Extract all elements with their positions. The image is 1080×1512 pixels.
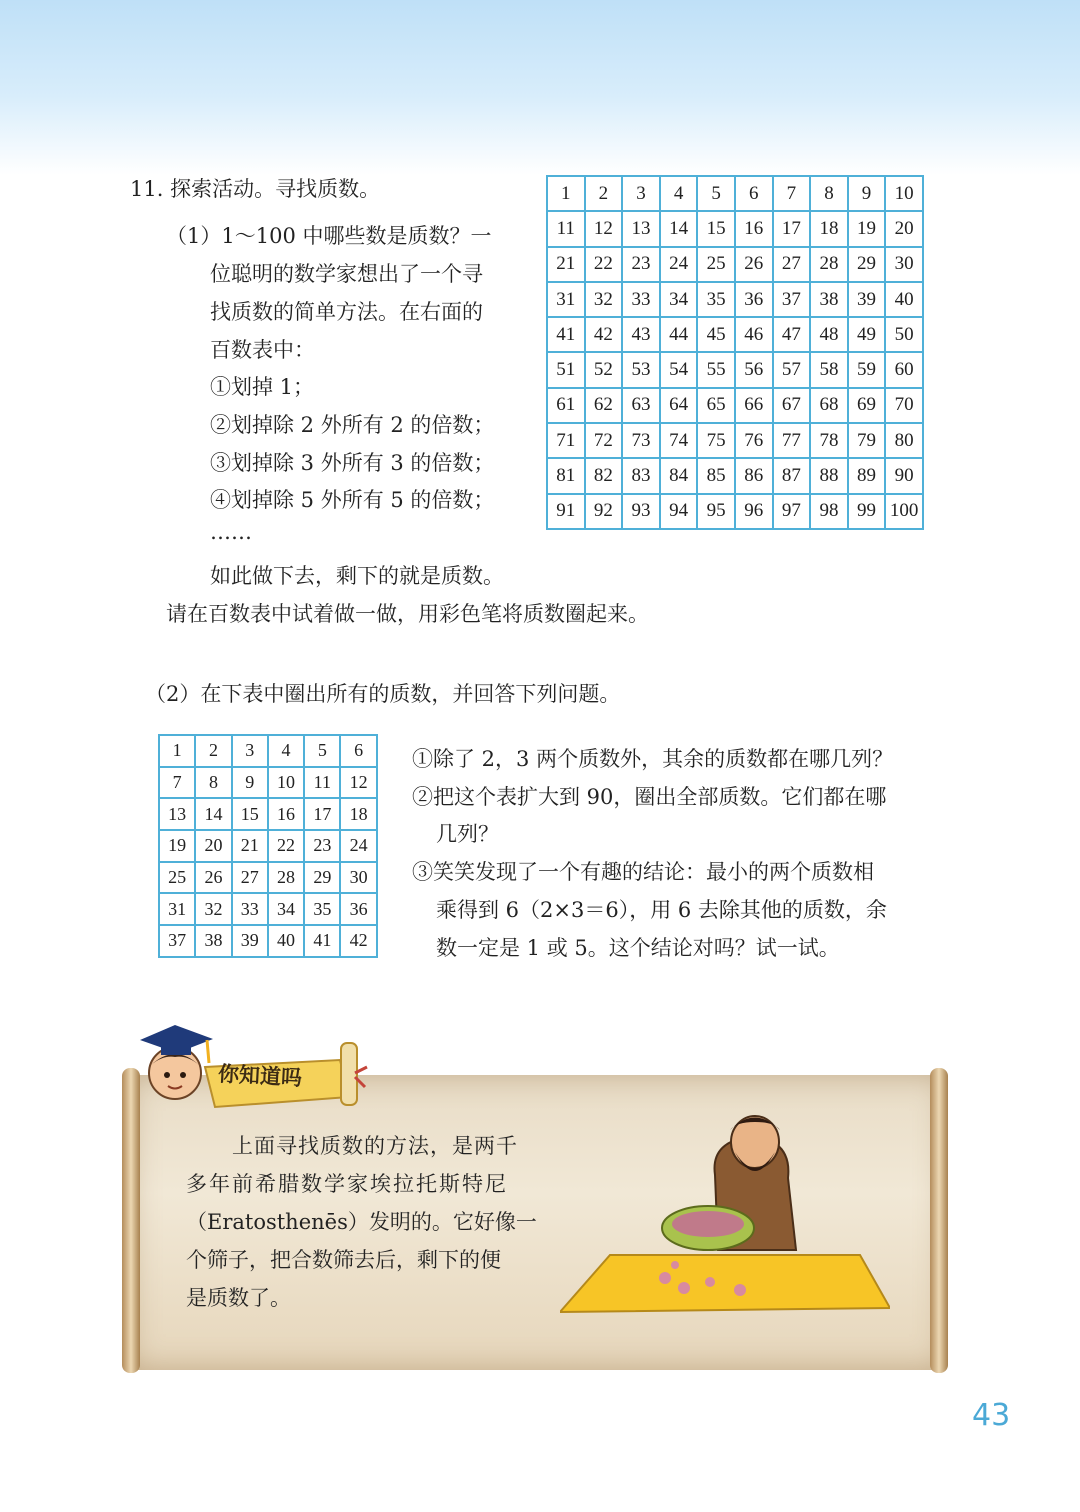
- table-cell: 25: [159, 862, 195, 894]
- hundred-table: [546, 175, 924, 530]
- table-row: [547, 352, 923, 387]
- table-cell: 3: [622, 176, 660, 211]
- table-row: [159, 893, 377, 925]
- table-cell: 5: [304, 735, 340, 767]
- table-cell: 88: [810, 458, 848, 493]
- table-cell: 6: [340, 735, 376, 767]
- table-cell: 48: [810, 317, 848, 352]
- table-cell: 44: [660, 317, 698, 352]
- table-cell: 84: [660, 458, 698, 493]
- table-cell: 17: [773, 211, 811, 246]
- table-cell: 30: [885, 247, 923, 282]
- part1-instruction: 请在百数表中试着做一做，用彩色笔将质数圈起来。: [166, 602, 649, 626]
- table-cell: 31: [159, 893, 195, 925]
- part1-line4: 百数表中：: [210, 338, 315, 362]
- step-4: ④划掉除 5 外所有 5 的倍数；: [210, 488, 495, 512]
- table-cell: 7: [773, 176, 811, 211]
- table-cell: 11: [547, 211, 585, 246]
- table-row: [547, 388, 923, 423]
- table-row: [159, 735, 377, 767]
- table-cell: 39: [848, 282, 886, 317]
- table-cell: 96: [735, 494, 773, 529]
- table-cell: 32: [585, 282, 623, 317]
- table-cell: 33: [232, 893, 268, 925]
- table-cell: 55: [697, 352, 735, 387]
- table-cell: 65: [697, 388, 735, 423]
- table-cell: 18: [340, 798, 376, 830]
- table-cell: 2: [195, 735, 231, 767]
- table-cell: 45: [697, 317, 735, 352]
- table-cell: 25: [697, 247, 735, 282]
- table-cell: 85: [697, 458, 735, 493]
- table-row: [547, 211, 923, 246]
- table-row: [547, 423, 923, 458]
- table-cell: 5: [697, 176, 735, 211]
- question-1: ①除了 2，3 两个质数外，其余的质数都在哪几列？: [412, 747, 894, 771]
- table-cell: 21: [547, 247, 585, 282]
- info-line1: 上面寻找质数的方法，是两千: [232, 1134, 518, 1158]
- table-cell: 62: [585, 388, 623, 423]
- step-1: ①划掉 1；: [210, 375, 315, 399]
- table-cell: 6: [735, 176, 773, 211]
- page-number: 43: [972, 1398, 1011, 1433]
- table-cell: 43: [622, 317, 660, 352]
- table-cell: 27: [232, 862, 268, 894]
- table-cell: 10: [885, 176, 923, 211]
- table-cell: 15: [697, 211, 735, 246]
- table-cell: 76: [735, 423, 773, 458]
- table-cell: 78: [810, 423, 848, 458]
- table-row: [547, 247, 923, 282]
- table-cell: 72: [585, 423, 623, 458]
- table-cell: 18: [810, 211, 848, 246]
- table-cell: 2: [585, 176, 623, 211]
- table-cell: 28: [268, 862, 304, 894]
- table-cell: 16: [735, 211, 773, 246]
- table-row: [547, 458, 923, 493]
- table-cell: 9: [848, 176, 886, 211]
- table-cell: 37: [773, 282, 811, 317]
- table-cell: 24: [340, 830, 376, 862]
- table-cell: 95: [697, 494, 735, 529]
- table-cell: 38: [810, 282, 848, 317]
- part1-conclusion: 如此做下去，剩下的就是质数。: [210, 564, 504, 588]
- exercise-title: 11. 探索活动。寻找质数。: [130, 177, 381, 201]
- table-cell: 40: [268, 925, 304, 957]
- header-sky-band: [0, 0, 1080, 175]
- table-cell: 19: [159, 830, 195, 862]
- table-cell: 12: [340, 767, 376, 799]
- table-cell: 47: [773, 317, 811, 352]
- eratosthenes-illustration: [560, 1100, 890, 1325]
- table-cell: 17: [304, 798, 340, 830]
- table-cell: 82: [585, 458, 623, 493]
- question-3-line3: 数一定是 1 或 5。这个结论对吗？试一试。: [436, 936, 840, 960]
- table-cell: 86: [735, 458, 773, 493]
- table-row: [547, 282, 923, 317]
- table-cell: 63: [622, 388, 660, 423]
- table-cell: 33: [622, 282, 660, 317]
- table-row: [547, 176, 923, 211]
- table-cell: 38: [195, 925, 231, 957]
- table-cell: 22: [268, 830, 304, 862]
- table-cell: 34: [268, 893, 304, 925]
- table-cell: 39: [232, 925, 268, 957]
- table-cell: 68: [810, 388, 848, 423]
- table-cell: 23: [304, 830, 340, 862]
- table-cell: 94: [660, 494, 698, 529]
- table-cell: 31: [547, 282, 585, 317]
- table-cell: 70: [885, 388, 923, 423]
- table-cell: 22: [585, 247, 623, 282]
- table-cell: 26: [195, 862, 231, 894]
- table-cell: 92: [585, 494, 623, 529]
- info-line4: 个筛子，把合数筛去后，剩下的便: [186, 1248, 501, 1272]
- table-cell: 20: [195, 830, 231, 862]
- step-2: ②划掉除 2 外所有 2 的倍数；: [210, 413, 495, 437]
- table-cell: 46: [735, 317, 773, 352]
- table-cell: 14: [195, 798, 231, 830]
- table-cell: 77: [773, 423, 811, 458]
- table-cell: 61: [547, 388, 585, 423]
- table-cell: 87: [773, 458, 811, 493]
- info-line5: 是质数了。: [186, 1286, 291, 1310]
- table-cell: 35: [304, 893, 340, 925]
- table-cell: 20: [885, 211, 923, 246]
- table-cell: 66: [735, 388, 773, 423]
- table-cell: 99: [848, 494, 886, 529]
- table-row: [159, 798, 377, 830]
- table-cell: 42: [585, 317, 623, 352]
- info-line2: 多年前希腊数学家埃拉托斯特尼: [186, 1172, 508, 1196]
- table-cell: 21: [232, 830, 268, 862]
- table-cell: 79: [848, 423, 886, 458]
- table-cell: 71: [547, 423, 585, 458]
- table-cell: 90: [885, 458, 923, 493]
- question-3-line2: 乘得到 6（2×3＝6），用 6 去除其他的质数，余: [436, 898, 887, 922]
- info-line3: （Eratosthenēs）发明的。它好像一: [186, 1210, 537, 1234]
- table-cell: 100: [885, 494, 923, 529]
- table-row: [547, 317, 923, 352]
- table-cell: 57: [773, 352, 811, 387]
- table-cell: 53: [622, 352, 660, 387]
- part1-line2: 位聪明的数学家想出了一个寻: [210, 262, 483, 286]
- step-3: ③划掉除 3 外所有 3 的倍数；: [210, 451, 495, 475]
- table-cell: 74: [660, 423, 698, 458]
- table-cell: 36: [340, 893, 376, 925]
- table-cell: 59: [848, 352, 886, 387]
- table-cell: 49: [848, 317, 886, 352]
- table-cell: 23: [622, 247, 660, 282]
- table-cell: 42: [340, 925, 376, 957]
- part1-line3: 找质数的简单方法。在右面的: [210, 300, 483, 324]
- question-2-line1: ②把这个表扩大到 90，圈出全部质数。它们都在哪: [412, 785, 887, 809]
- table-cell: 73: [622, 423, 660, 458]
- table-cell: 35: [697, 282, 735, 317]
- table-row: [159, 830, 377, 862]
- table-cell: 8: [195, 767, 231, 799]
- table-cell: 27: [773, 247, 811, 282]
- table-cell: 60: [885, 352, 923, 387]
- table-cell: 91: [547, 494, 585, 529]
- table-cell: 8: [810, 176, 848, 211]
- table-cell: 50: [885, 317, 923, 352]
- table-cell: 16: [268, 798, 304, 830]
- table-cell: 93: [622, 494, 660, 529]
- table-cell: 37: [159, 925, 195, 957]
- table-cell: 34: [660, 282, 698, 317]
- table-cell: 89: [848, 458, 886, 493]
- table-cell: 80: [885, 423, 923, 458]
- table-cell: 41: [547, 317, 585, 352]
- table-cell: 30: [340, 862, 376, 894]
- table-cell: 3: [232, 735, 268, 767]
- table-cell: 11: [304, 767, 340, 799]
- table-cell: 83: [622, 458, 660, 493]
- part2-prompt: （2）在下表中圈出所有的质数，并回答下列问题。: [145, 682, 621, 706]
- table-cell: 40: [885, 282, 923, 317]
- table-cell: 4: [268, 735, 304, 767]
- table-cell: 12: [585, 211, 623, 246]
- table-cell: 98: [810, 494, 848, 529]
- question-3-line1: ③笑笑发现了一个有趣的结论：最小的两个质数相: [412, 860, 874, 884]
- table-cell: 19: [848, 211, 886, 246]
- table-cell: 32: [195, 893, 231, 925]
- table-cell: 56: [735, 352, 773, 387]
- table-cell: 10: [268, 767, 304, 799]
- table-cell: 14: [660, 211, 698, 246]
- table-row: [547, 494, 923, 529]
- table-cell: 26: [735, 247, 773, 282]
- scroll-roll-left: [122, 1068, 140, 1373]
- table-cell: 29: [848, 247, 886, 282]
- table-cell: 1: [547, 176, 585, 211]
- table-row: [159, 767, 377, 799]
- table-cell: 75: [697, 423, 735, 458]
- table-cell: 13: [622, 211, 660, 246]
- table-row: [159, 925, 377, 957]
- table-cell: 4: [660, 176, 698, 211]
- table-cell: 28: [810, 247, 848, 282]
- table-cell: 7: [159, 767, 195, 799]
- table-cell: 29: [304, 862, 340, 894]
- six-column-table: [158, 734, 378, 958]
- table-cell: 24: [660, 247, 698, 282]
- table-cell: 69: [848, 388, 886, 423]
- ellipsis: ……: [210, 520, 252, 544]
- table-cell: 36: [735, 282, 773, 317]
- table-cell: 51: [547, 352, 585, 387]
- table-cell: 1: [159, 735, 195, 767]
- scroll-roll-right: [930, 1068, 948, 1373]
- table-cell: 81: [547, 458, 585, 493]
- table-cell: 9: [232, 767, 268, 799]
- table-cell: 41: [304, 925, 340, 957]
- table-row: [159, 862, 377, 894]
- table-cell: 54: [660, 352, 698, 387]
- table-cell: 13: [159, 798, 195, 830]
- table-cell: 15: [232, 798, 268, 830]
- did-you-know-label: 你知道吗: [217, 1061, 303, 1091]
- question-2-line2: 几列？: [436, 822, 499, 846]
- table-cell: 52: [585, 352, 623, 387]
- table-cell: 58: [810, 352, 848, 387]
- table-cell: 97: [773, 494, 811, 529]
- table-cell: 67: [773, 388, 811, 423]
- part1-line1: （1）1～100 中哪些数是质数？一: [166, 224, 492, 248]
- table-cell: 64: [660, 388, 698, 423]
